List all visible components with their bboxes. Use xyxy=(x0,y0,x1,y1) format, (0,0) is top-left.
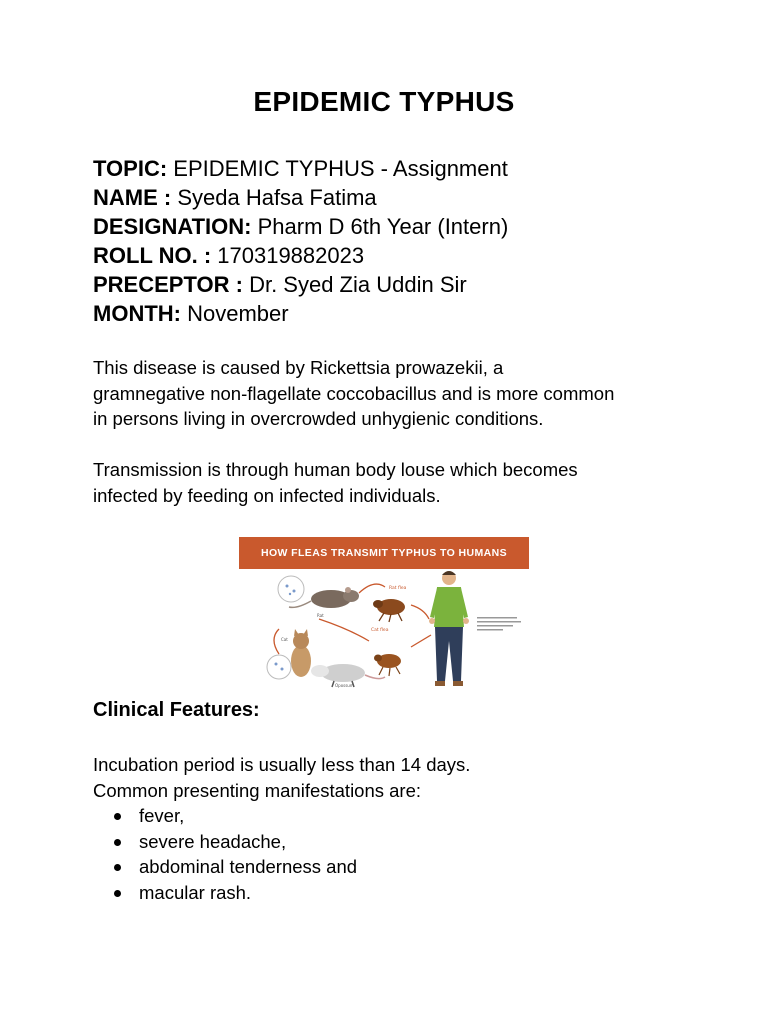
text-line: gramnegative non-flagellate coccobacillus and is more common xyxy=(93,382,615,404)
meta-label: PRECEPTOR : xyxy=(93,272,243,297)
list-item: macular rash. xyxy=(110,880,357,906)
meta-label: ROLL NO. : xyxy=(93,243,212,268)
text-line: This disease is caused by Rickettsia prowazekii, a xyxy=(93,357,504,378)
transmission-figure xyxy=(239,537,529,689)
list-item: abdominal tenderness and xyxy=(110,854,357,880)
manifestations-list xyxy=(110,803,357,905)
cat-flea-label: Cat flea xyxy=(371,628,389,633)
meta-value: Syeda Hafsa Fatima xyxy=(171,185,377,210)
meta-label: MONTH: xyxy=(93,301,181,326)
meta-name xyxy=(93,183,508,212)
paragraph-cause xyxy=(93,355,703,432)
figure-banner: HOW FLEAS TRANSMIT TYPHUS TO HUMANS xyxy=(239,537,529,569)
list-item: fever, xyxy=(110,803,357,829)
meta-value: EPIDEMIC TYPHUS - Assignment xyxy=(167,156,508,181)
text-line: Incubation period is usually less than 14 days. xyxy=(93,754,471,775)
meta-roll-no xyxy=(93,241,508,270)
meta-label: NAME : xyxy=(93,185,172,210)
text-line: infected by feeding on infected individuals. xyxy=(93,484,441,506)
meta-value: Dr. Syed Zia Uddin Sir xyxy=(242,272,467,297)
metadata-block xyxy=(93,154,508,328)
list-item: severe headache, xyxy=(110,829,357,855)
cat-label: Cat xyxy=(281,637,288,642)
paragraph-transmission xyxy=(93,457,703,508)
transmission-illustration xyxy=(239,569,529,689)
meta-value: Pharm D 6th Year (Intern) xyxy=(251,214,509,239)
text-line: Common presenting manifestations are: xyxy=(93,779,422,801)
cat-microbe-icon xyxy=(267,655,291,679)
paragraph-incubation xyxy=(93,752,703,803)
meta-label: TOPIC: xyxy=(93,156,168,181)
opossum-label: Opossum xyxy=(335,683,354,688)
text-line: in persons living in overcrowded unhygienic conditions. xyxy=(93,408,544,429)
rat-microbe-icon xyxy=(278,576,304,602)
meta-preceptor xyxy=(93,270,508,299)
meta-month xyxy=(93,299,508,328)
meta-topic xyxy=(93,154,508,183)
text-line: Transmission is through human body louse which becomes xyxy=(93,459,578,480)
meta-label: DESIGNATION: xyxy=(93,214,252,239)
section-heading-clinical-features: Clinical Features: xyxy=(93,699,260,721)
rat-label: Rat xyxy=(317,613,324,618)
meta-value: 170319882023 xyxy=(211,243,365,268)
page-title: EPIDEMIC TYPHUS xyxy=(253,86,515,117)
meta-value: November xyxy=(180,301,289,326)
meta-designation xyxy=(93,212,508,241)
rat-flea-label: Rat flea xyxy=(389,586,407,591)
